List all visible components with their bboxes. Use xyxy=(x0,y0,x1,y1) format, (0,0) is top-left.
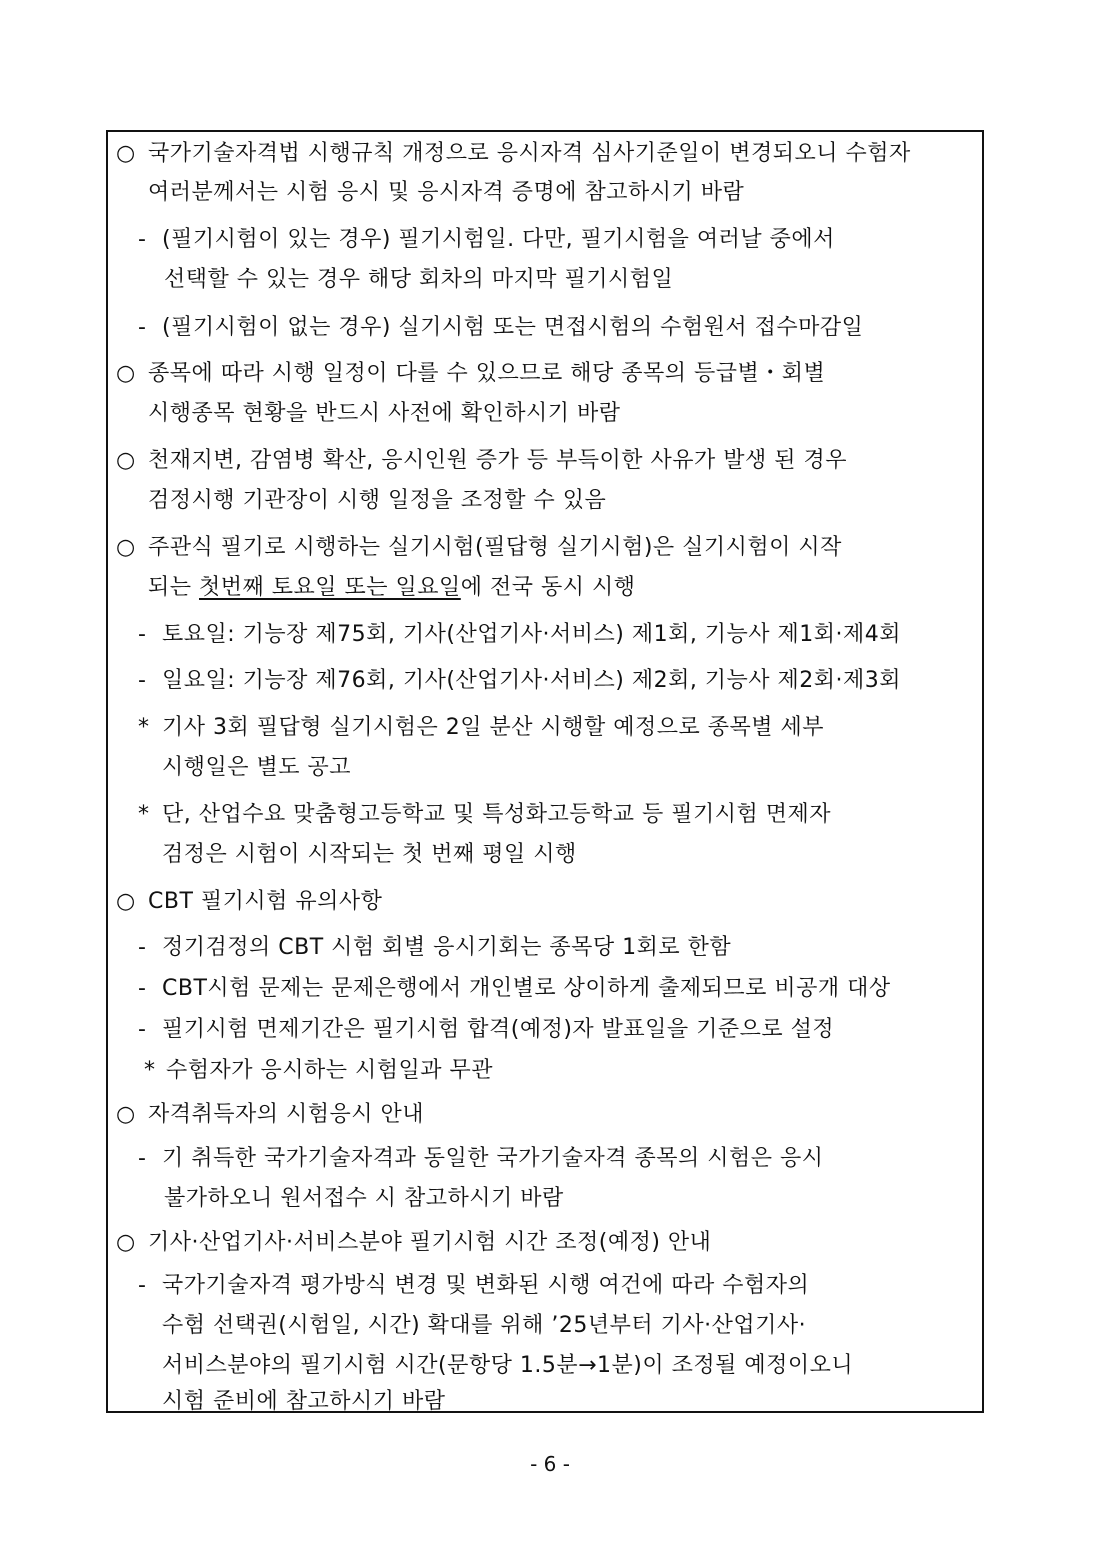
holders-sub1 xyxy=(138,1145,824,1173)
essay-line2-post: 에 전국 동시 시행 xyxy=(460,575,636,600)
circle-bullet-icon: ○ xyxy=(116,535,136,560)
star2-line2: 검정은 시험이 시작되는 첫 번째 평일 시행 xyxy=(162,842,577,867)
essay-saturday xyxy=(138,621,901,649)
star2-line1: 단, 산업수요 맞춤형고등학교 및 특성화고등학교 등 필기시험 면제자 xyxy=(162,802,832,827)
time-sub1-line3: 서비스분야의 필기시험 시간(문항당 1.5분→1분)이 조정될 예정이오니 xyxy=(162,1353,854,1378)
page-number: - 6 - xyxy=(530,1452,570,1476)
cbt-sub3-text: 필기시험 면제기간은 필기시험 합격(예정)자 발표일을 기준으로 설정 xyxy=(162,1017,835,1042)
dash-marker: - xyxy=(138,1273,147,1298)
schedule-line2: 시행종목 현황을 반드시 사전에 확인하시기 바람 xyxy=(148,401,621,426)
dash-marker: - xyxy=(138,976,147,1001)
asterisk-marker: * xyxy=(138,802,150,827)
criteria-sub2-line1: (필기시험이 없는 경우) 실기시험 또는 면접시험의 수험원서 접수마감일 xyxy=(162,315,864,340)
criteria-line2: 여러분께서는 시험 응시 및 응시자격 증명에 참고하시기 바람 xyxy=(148,180,745,205)
cbt-title: CBT 필기시험 유의사항 xyxy=(148,889,383,914)
criteria-sub2 xyxy=(138,314,863,342)
essay-sunday xyxy=(138,667,901,695)
essay-line2-pre: 되는 xyxy=(148,575,199,600)
star1-line2: 시행일은 별도 공고 xyxy=(162,755,352,780)
dash-marker: - xyxy=(138,1146,147,1171)
essay-line1: 주관식 필기로 시행하는 실기시험(필답형 실기시험)은 실기시험이 시작 xyxy=(148,535,842,560)
circle-bullet-icon: ○ xyxy=(116,1102,136,1127)
time-sub1-line1: 국가기술자격 평가방식 변경 및 변화된 시행 여건에 따라 수험자의 xyxy=(162,1273,810,1298)
time-sub1 xyxy=(138,1272,809,1300)
criteria-sub1 xyxy=(138,226,835,254)
bullet-holders xyxy=(116,1101,424,1129)
circle-bullet-icon: ○ xyxy=(116,1230,136,1255)
cbt-sub2-text: CBT시험 문제는 문제은행에서 개인별로 상이하게 출제되므로 비공개 대상 xyxy=(162,976,891,1001)
asterisk-marker: * xyxy=(144,1058,156,1083)
criteria-line1: 국가기술자격법 시행규칙 개정으로 응시자격 심사기준일이 변경되오니 수험자 xyxy=(148,141,911,166)
cbt-sub1 xyxy=(138,934,731,962)
saturday-text: 토요일: 기능장 제75회, 기사(산업기사·서비스) 제1회, 기능사 제1회·제4회 xyxy=(162,622,902,647)
star1-line1: 기사 3회 필답형 실기시험은 2일 분산 시행할 예정으로 종목별 세부 xyxy=(162,715,824,740)
dash-marker: - xyxy=(138,315,147,340)
sunday-text: 일요일: 기능장 제76회, 기사(산업기사·서비스) 제2회, 기능사 제2회·제3회 xyxy=(162,668,902,693)
asterisk-marker: * xyxy=(138,715,150,740)
circle-bullet-icon: ○ xyxy=(116,361,136,386)
essay-underlined-text: 첫번째 토요일 또는 일요일 xyxy=(199,575,461,600)
circle-bullet-icon: ○ xyxy=(116,889,136,914)
cbt-sub3 xyxy=(138,1016,834,1044)
bullet-disaster xyxy=(116,447,847,475)
dash-marker: - xyxy=(138,622,147,647)
notice-box xyxy=(106,130,984,1413)
cbt-sub1-text: 정기검정의 CBT 시험 회별 응시기회는 종목당 1회로 한함 xyxy=(162,935,732,960)
bullet-criteria xyxy=(116,140,911,168)
circle-bullet-icon: ○ xyxy=(116,141,136,166)
schedule-line1: 종목에 따라 시행 일정이 다를 수 있으므로 해당 종목의 등급별・회별 xyxy=(148,361,826,386)
time-sub1-line4: 시험 준비에 참고하시기 바람 xyxy=(162,1389,446,1414)
time-title: 기사·산업기사·서비스분야 필기시험 시간 조정(예정) 안내 xyxy=(148,1230,712,1255)
holders-title: 자격취득자의 시험응시 안내 xyxy=(148,1102,425,1127)
time-sub1-line2: 수험 선택권(시험일, 시간) 확대를 위해 ’25년부터 기사·산업기사· xyxy=(162,1313,807,1338)
bullet-essay xyxy=(116,534,842,562)
cbt-star-text: 수험자가 응시하는 시험일과 무관 xyxy=(166,1058,494,1083)
holders-sub1-line1: 기 취득한 국가기술자격과 동일한 국가기술자격 종목의 시험은 응시 xyxy=(162,1146,824,1171)
essay-line2 xyxy=(148,574,636,602)
disaster-line2: 검정시행 기관장이 시행 일정을 조정할 수 있음 xyxy=(148,488,607,513)
dash-marker: - xyxy=(138,227,147,252)
holders-sub1-line2: 불가하오니 원서접수 시 참고하시기 바람 xyxy=(164,1186,564,1211)
criteria-sub1-line1: (필기시험이 있는 경우) 필기시험일. 다만, 필기시험을 여러날 중에서 xyxy=(162,227,835,252)
circle-bullet-icon: ○ xyxy=(116,448,136,473)
bullet-time xyxy=(116,1229,711,1257)
bullet-schedule xyxy=(116,360,825,388)
essay-star1 xyxy=(138,714,824,742)
cbt-sub2 xyxy=(138,975,891,1003)
cbt-star xyxy=(144,1057,493,1085)
essay-star2 xyxy=(138,801,831,829)
disaster-line1: 천재지변, 감염병 확산, 응시인원 증가 등 부득이한 사유가 발생 된 경우 xyxy=(148,448,847,473)
dash-marker: - xyxy=(138,935,147,960)
dash-marker: - xyxy=(138,668,147,693)
criteria-sub1-line2: 선택할 수 있는 경우 해당 회차의 마지막 필기시험일 xyxy=(164,267,674,292)
dash-marker: - xyxy=(138,1017,147,1042)
bullet-cbt xyxy=(116,888,382,916)
